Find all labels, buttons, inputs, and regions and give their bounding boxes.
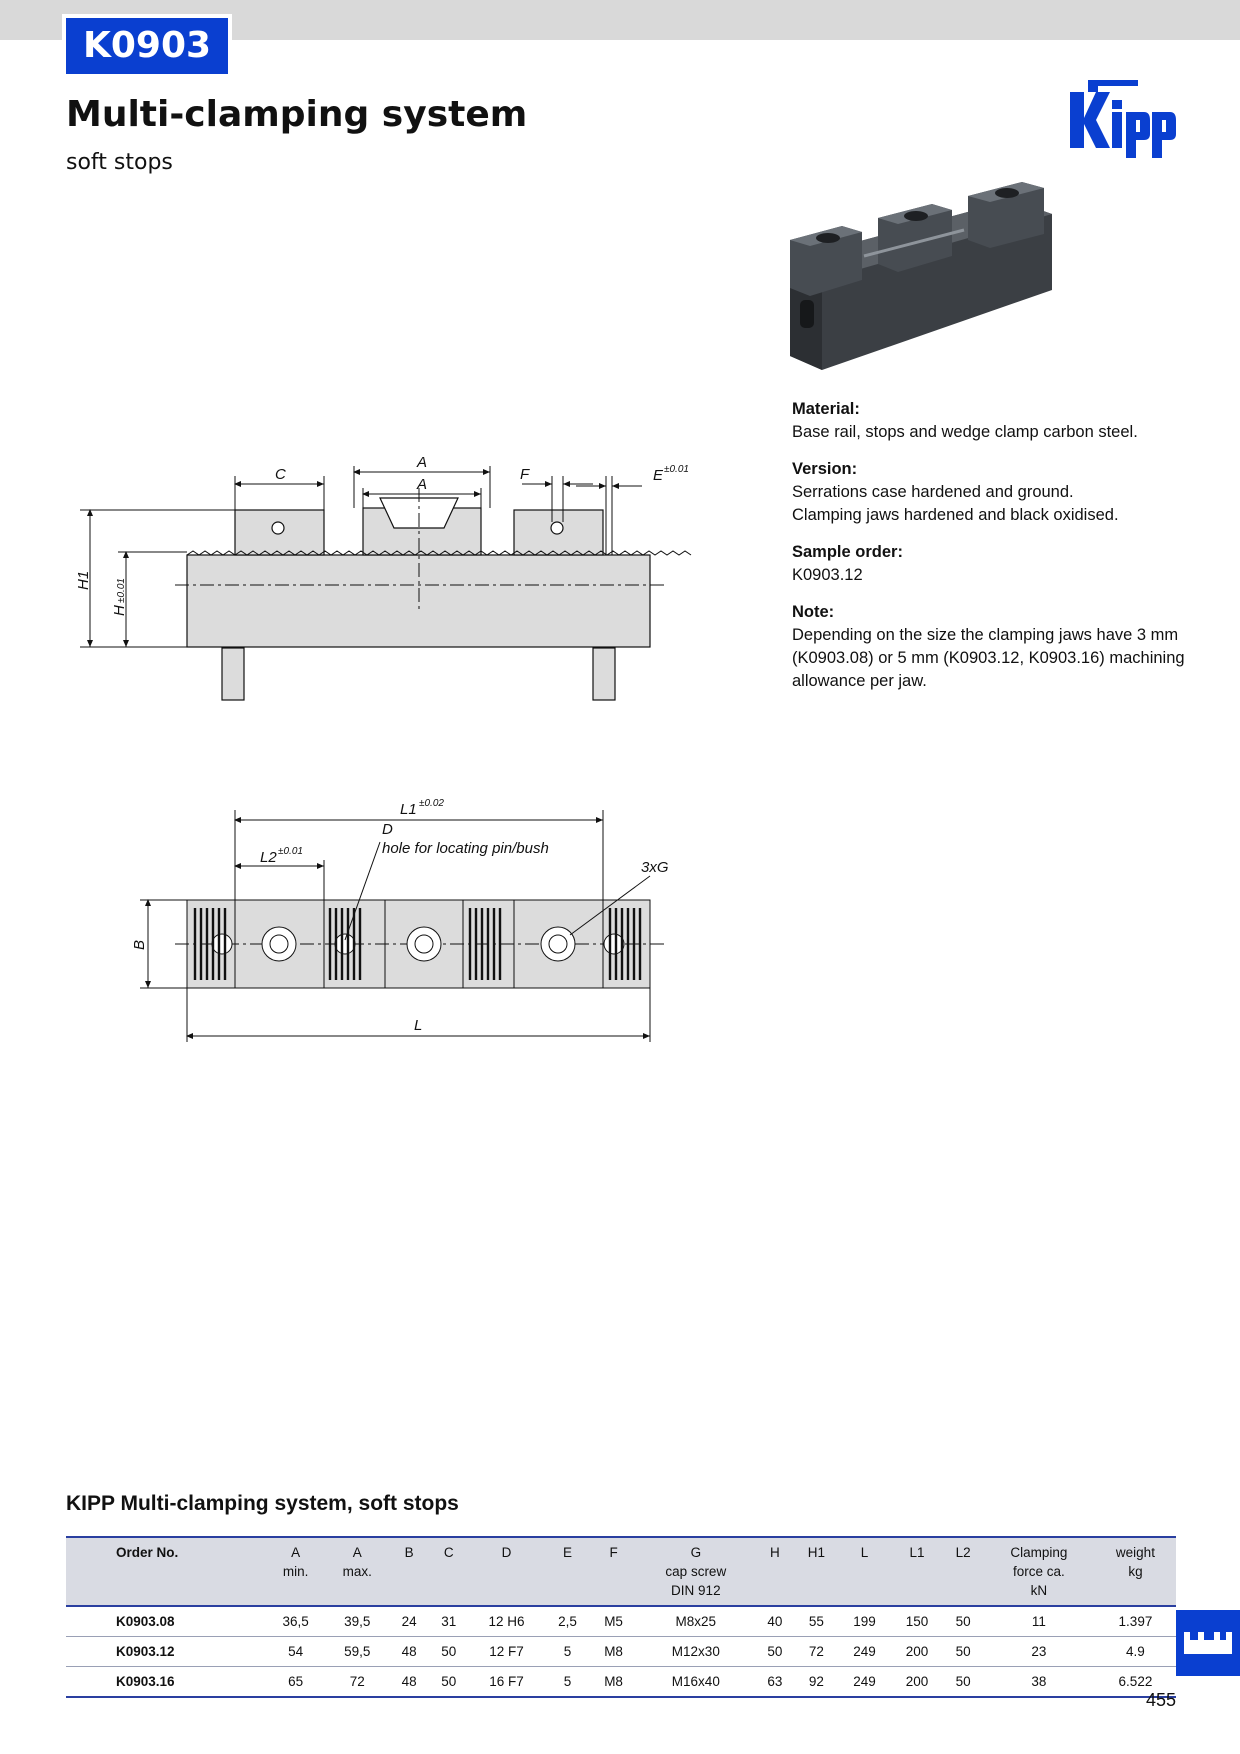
- dim-e: E: [653, 467, 664, 484]
- table-cell: M8: [604, 1674, 623, 1689]
- table-cell: 200: [905, 1674, 929, 1689]
- table-cell: 72: [349, 1674, 365, 1689]
- header-e: E: [562, 1545, 572, 1560]
- table-cell: 55: [808, 1614, 824, 1629]
- sample-order-label: Sample order:: [792, 543, 903, 561]
- header-g: G cap screw DIN 912: [665, 1545, 727, 1598]
- table-cell: 150: [905, 1614, 929, 1629]
- table-cell: 40: [767, 1614, 783, 1629]
- table-cell: 23: [1031, 1644, 1047, 1659]
- table-cell: 5: [563, 1644, 572, 1659]
- kipp-logo: [1068, 78, 1180, 160]
- table-cell: 48: [401, 1674, 417, 1689]
- table-cell: 5: [563, 1674, 572, 1689]
- section-tab: [1176, 1610, 1240, 1676]
- dim-e-tol: ±0.01: [664, 464, 689, 475]
- header-l1: L1: [909, 1545, 925, 1560]
- page-subtitle: soft stops: [66, 150, 173, 175]
- table-cell: 249: [853, 1644, 876, 1659]
- rail-icon: [1176, 1610, 1240, 1676]
- dim-l: L: [414, 1017, 423, 1034]
- version-text-2: Clamping jaws hardened and black oxidised.: [792, 506, 1119, 524]
- table-cell: 50: [441, 1674, 457, 1689]
- table-cell: 38: [1031, 1674, 1047, 1689]
- page-title: Multi-clamping system: [66, 94, 528, 135]
- header-d: D: [501, 1545, 512, 1560]
- header-l2: L2: [955, 1545, 971, 1560]
- header-h1: H1: [807, 1545, 826, 1560]
- table-cell: 24: [401, 1614, 417, 1629]
- table-cell: 11: [1031, 1614, 1046, 1629]
- pin-left: [222, 648, 244, 700]
- dim-c: C: [275, 466, 286, 483]
- table-cell: 48: [401, 1644, 417, 1659]
- dim-h: H: [111, 605, 128, 616]
- dim-h1: H1: [75, 570, 92, 590]
- cell-order-no: K0903.08: [116, 1614, 175, 1629]
- table-cell: 65: [288, 1674, 304, 1689]
- table-cell: 39,5: [344, 1614, 371, 1629]
- table-row: [66, 1606, 1176, 1637]
- note-text: Depending on the size the clamping jaws have 3 mm (K0903.08) or 5 mm (K0903.12, K0903.16) machining allowance per jaw.: [792, 626, 1185, 690]
- table-cell: 6.522: [1118, 1674, 1153, 1689]
- table-cell: 50: [955, 1644, 971, 1659]
- product-photo: [782, 180, 1052, 380]
- header-clamping-force: Clamping force ca. kN: [1010, 1545, 1068, 1598]
- table-row: [66, 1637, 1176, 1667]
- header-a-max: A max.: [342, 1545, 372, 1579]
- dim-a-min: A: [417, 476, 428, 493]
- table-cell: 249: [853, 1674, 876, 1689]
- cell-order-no: K0903.16: [116, 1674, 175, 1689]
- table-cell: M8x25: [675, 1614, 717, 1629]
- technical-drawing: [60, 410, 700, 1050]
- table-cell: 12 F7: [489, 1644, 524, 1659]
- dim-d-note: hole for locating pin/bush: [382, 840, 549, 857]
- table-cell: 92: [808, 1674, 824, 1689]
- dim-l2-tol: ±0.01: [278, 846, 303, 857]
- dim-a-max: A: [417, 454, 428, 471]
- dim-d: D: [382, 821, 393, 838]
- header-l: L: [860, 1545, 869, 1560]
- table-cell: M16x40: [671, 1674, 720, 1689]
- header-b: B: [404, 1545, 414, 1560]
- table-header-row: [66, 1537, 1176, 1606]
- product-code: K0903: [66, 18, 228, 74]
- table-cell: 31: [441, 1614, 457, 1629]
- specifications: [792, 398, 1192, 707]
- table-cell: 2,5: [558, 1614, 577, 1629]
- header-h: H: [769, 1545, 780, 1560]
- note-label: Note:: [792, 603, 835, 621]
- table-row: [66, 1667, 1176, 1698]
- dim-l1: L1: [400, 801, 417, 818]
- table-cell: 63: [767, 1674, 783, 1689]
- dimension-table: [66, 1536, 1176, 1698]
- table-cell: 36,5: [282, 1614, 309, 1629]
- table-cell: 72: [808, 1644, 824, 1659]
- table-cell: 50: [441, 1644, 457, 1659]
- header-a-min: A min.: [282, 1545, 309, 1579]
- version-label: Version:: [792, 460, 858, 478]
- page-number: 455: [1145, 1690, 1176, 1710]
- table-cell: M5: [604, 1614, 623, 1629]
- dim-h-tol: ±0.01: [116, 578, 127, 603]
- dim-g: 3xG: [641, 859, 669, 876]
- table-cell: 50: [955, 1674, 971, 1689]
- dim-l2: L2: [260, 849, 277, 866]
- table-cell: 200: [905, 1644, 929, 1659]
- table-cell: 199: [853, 1614, 876, 1629]
- dim-f: F: [520, 466, 530, 483]
- material-text: Base rail, stops and wedge clamp carbon steel.: [792, 423, 1138, 441]
- header-order-no: Order No.: [116, 1545, 179, 1560]
- header-weight: weight kg: [1115, 1545, 1155, 1579]
- table-cell: 54: [288, 1644, 304, 1659]
- table-cell: 12 H6: [488, 1614, 525, 1629]
- header-c: C: [443, 1545, 454, 1560]
- table-cell: M12x30: [671, 1644, 720, 1659]
- table-cell: 59,5: [344, 1644, 371, 1659]
- table-cell: 50: [767, 1644, 783, 1659]
- table-title: KIPP Multi-clamping system, soft stops: [66, 1492, 459, 1515]
- header-f: F: [609, 1545, 618, 1560]
- dim-l1-tol: ±0.02: [419, 798, 444, 809]
- version-text-1: Serrations case hardened and ground.: [792, 483, 1074, 501]
- table-cell: 4.9: [1126, 1644, 1145, 1659]
- pin-right: [593, 648, 615, 700]
- table-cell: M8: [604, 1644, 623, 1659]
- table-cell: 1.397: [1118, 1614, 1153, 1629]
- sample-order-text: K0903.12: [792, 566, 863, 584]
- table-cell: 16 F7: [489, 1674, 524, 1689]
- cell-order-no: K0903.12: [116, 1644, 175, 1659]
- material-label: Material:: [792, 400, 860, 418]
- table-cell: 50: [955, 1614, 971, 1629]
- dim-b: B: [131, 939, 148, 950]
